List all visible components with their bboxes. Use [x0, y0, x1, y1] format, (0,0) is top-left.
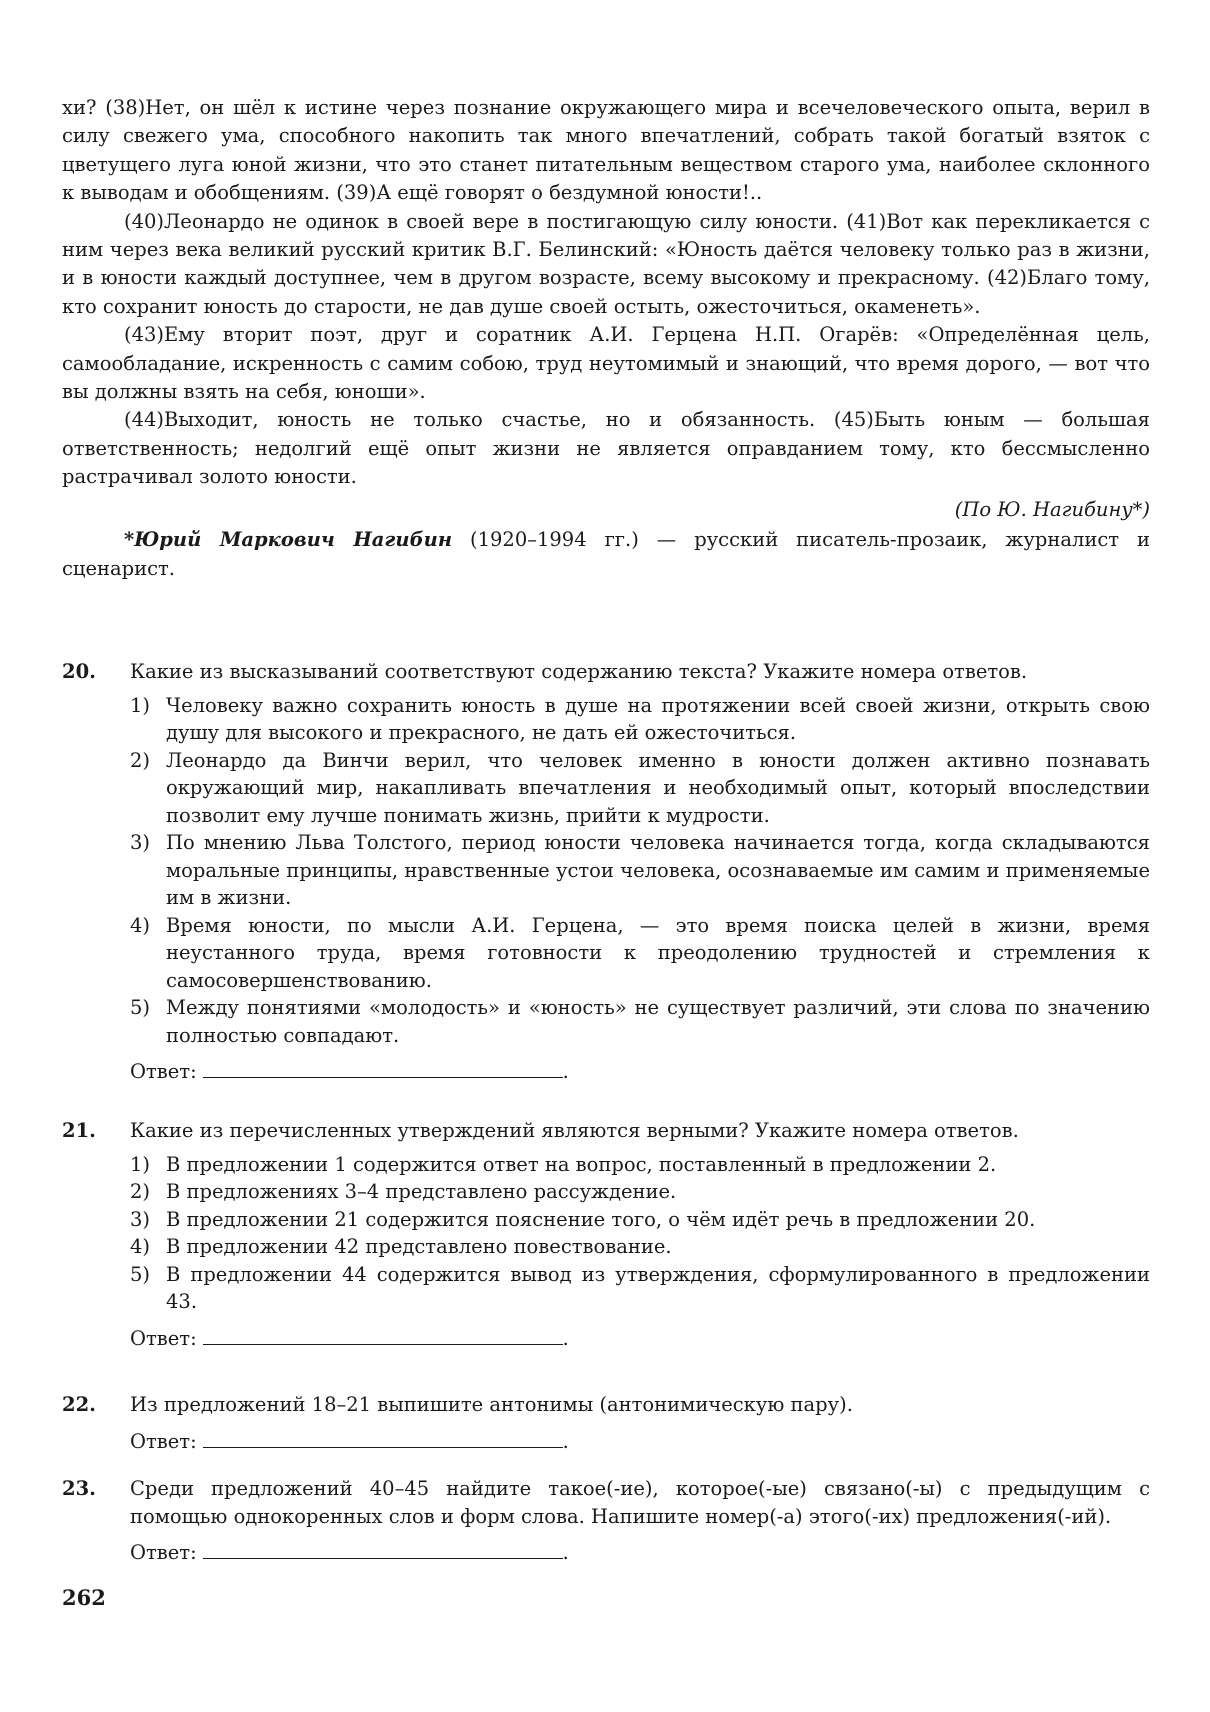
option-number: 5)	[130, 996, 151, 1019]
task-option	[130, 1233, 1150, 1261]
answer-label: Ответ:	[130, 1326, 197, 1350]
passage	[62, 94, 1150, 583]
task-option	[130, 1206, 1150, 1234]
option-number: 5)	[130, 1262, 151, 1286]
option-text: В предложении 42 представлено повествование.	[166, 1235, 672, 1258]
task-number: 21.	[62, 1119, 96, 1142]
option-number: 2)	[130, 748, 151, 772]
answer-label: Ответ:	[130, 1429, 197, 1453]
answer-line[interactable]	[203, 1057, 563, 1078]
option-number: 1)	[130, 1152, 151, 1176]
option-text: Леонардо да Винчи верил, что человек именно в юности должен активно познавать окружающий мир, накапливать впечатления и необходимый опыт, который впоследствии позволит ему лучше понимать жизнь, прийти к мудрости.	[166, 748, 1150, 827]
answer-label: Ответ:	[130, 1060, 197, 1083]
task-options	[130, 1151, 1150, 1316]
task-question: Среди предложений 40–45 найдите такое(-ие), которое(-ые) связано(-ы) с предыдущим с помощью однокоренных слов и форм слова. Напишите номер(-а) этого(-их) предложения(-ий).	[130, 1477, 1150, 1528]
task-20	[62, 658, 1150, 1086]
option-text: Между понятиями «молодость» и «юность» не существует различий, эти слова по значению полностью совпадают.	[166, 996, 1150, 1047]
task-23	[62, 1475, 1150, 1567]
task-question: Какие из перечисленных утверждений являются верными? Укажите номера ответов.	[130, 1119, 1019, 1142]
task-option	[130, 747, 1150, 830]
option-number: 3)	[130, 831, 151, 854]
option-text: Время юности, по мысли А.И. Герцена, — это время поиска целей в жизни, время неустанного труда, время готовности к преодолению трудностей и стремления к самосовершенствованию.	[166, 913, 1150, 992]
passage-paragraph: (40)Леонардо не одинок в своей вере в постигающую силу юности. (41)Вот как перекликается с ним через века великий русский критик В.Г. Белинский: «Юность даётся человеку только раз в жизни, и в юности каждый доступнее, чем в другом возрасте, всему высокому и прекрасному. (42)Благо тому, кто сохранит юность до старости, не дав душе своей остыть, ожесточиться, окаменеть».	[62, 209, 1150, 318]
option-number: 1)	[130, 693, 151, 717]
task-22	[62, 1391, 1150, 1455]
option-number: 4)	[130, 1235, 151, 1258]
option-text: По мнению Льва Толстого, период юности человека начинается тогда, когда складываются моральные принципы, нравственные устои человека, осознаваемые им самим и применяемые им в жизни.	[166, 831, 1150, 909]
task-option	[130, 1261, 1150, 1316]
option-text: В предложениях 3–4 представлено рассуждение.	[166, 1180, 677, 1203]
passage-paragraph: хи? (38)Нет, он шёл к истине через познание окружающего мира и всечеловеческого опыта, верил в силу свежего ума, способного накопить так много впечатлений, собрать такой богатый взяток с цветущего луга юной жизни, что это станет питательным веществом старого ума, наиболее склонного к выводам и обобщениям. (39)А ещё говорят о бездумной юности!..	[62, 96, 1150, 205]
task-number: 22.	[62, 1393, 96, 1416]
option-number: 4)	[130, 913, 151, 937]
footnote-author-name: *Юрий Маркович Нагибин	[124, 528, 453, 552]
task-option	[130, 1151, 1150, 1179]
task-option	[130, 1178, 1150, 1206]
footnote-text: (1920–1994 гг.) — русский писатель-прозаик, журналист и сценарист.	[62, 528, 1150, 580]
answer-label: Ответ:	[130, 1541, 197, 1564]
task-question: Из предложений 18–21 выпишите антонимы (антонимическую пару).	[130, 1393, 853, 1416]
passage-paragraph: (43)Ему вторит поэт, друг и соратник А.И. Герцена Н.П. Огарёв: «Определённая цель, самообладание, искренность с самим собою, труд неутомимый и знающий, что время дорого, — вот что вы должны взять на себя, юноши».	[62, 323, 1150, 404]
passage-paragraph: (44)Выходит, юность не только счастье, но и обязанность. (45)Быть юным — большая ответственность; недолгий ещё опыт жизни не является оправданием тому, кто бессмысленно растрачивал золото юности.	[62, 408, 1150, 489]
task-option	[130, 692, 1150, 747]
option-number: 3)	[130, 1207, 151, 1231]
answer-row: Ответ: .	[130, 1538, 1150, 1567]
answer-line[interactable]	[203, 1324, 563, 1345]
answer-line[interactable]	[203, 1538, 563, 1559]
task-option	[130, 994, 1150, 1049]
option-text: В предложении 1 содержится ответ на вопрос, поставленный в предложении 2.	[166, 1152, 997, 1176]
option-text: Человеку важно сохранить юность в душе на протяжении всей своей жизни, открыть свою душу для высокого и прекрасного, не дать ей ожесточиться.	[166, 693, 1150, 744]
passage-source: (По Ю. Нагибину*)	[954, 497, 1150, 521]
option-text: В предложении 44 содержится вывод из утверждения, сформулированного в предложении 43.	[166, 1262, 1150, 1313]
task-option	[130, 912, 1150, 995]
task-number: 23.	[62, 1477, 96, 1500]
answer-row: Ответ: .	[130, 1324, 1150, 1353]
task-options	[130, 692, 1150, 1050]
task-option	[130, 829, 1150, 912]
answer-row: Ответ: .	[130, 1427, 1150, 1456]
page-number: 262	[62, 1585, 106, 1610]
task-number: 20.	[62, 660, 96, 683]
task-21	[62, 1117, 1150, 1352]
option-number: 2)	[130, 1180, 151, 1203]
answer-row: Ответ: .	[130, 1057, 1150, 1086]
task-question: Какие из высказываний соответствуют содержанию текста? Укажите номера ответов.	[130, 660, 1028, 683]
author-footnote	[62, 526, 1150, 583]
answer-line[interactable]	[203, 1427, 563, 1448]
option-text: В предложении 21 содержится пояснение того, о чём идёт речь в предложении 20.	[166, 1207, 1036, 1231]
